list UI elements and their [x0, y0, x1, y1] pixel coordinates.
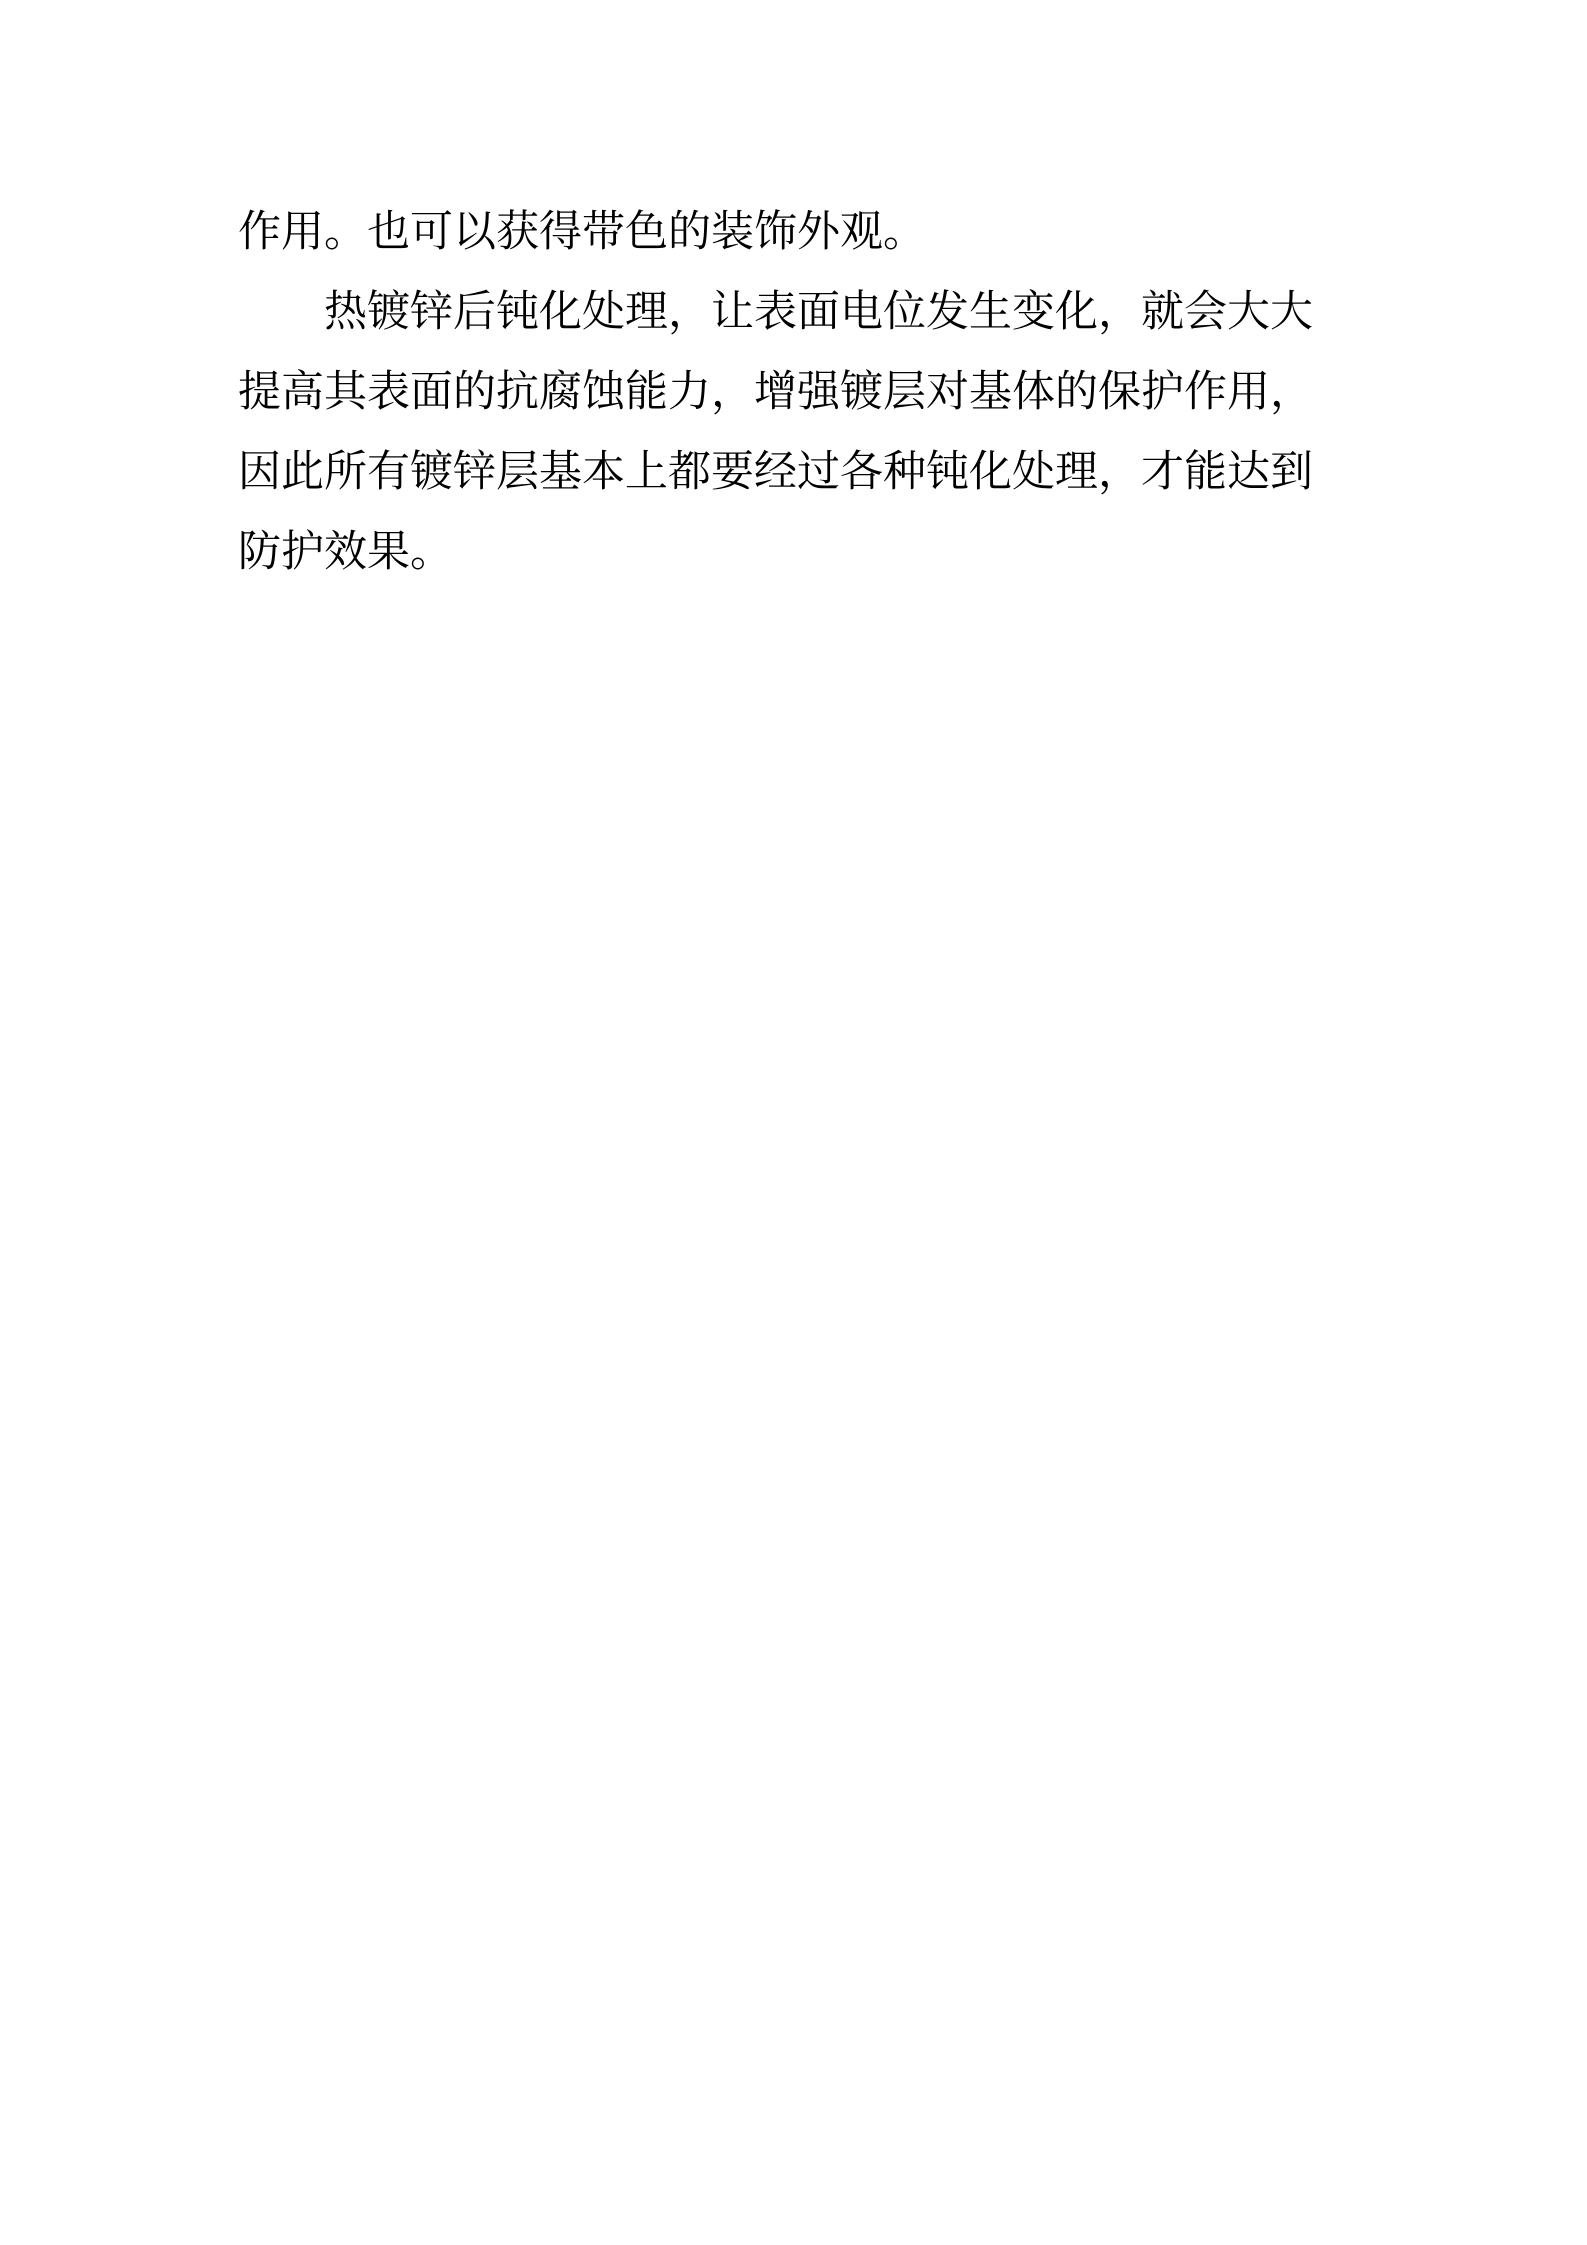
paragraph-line: 提高其表面的抗腐蚀能力，增强镀层对基体的保护作用，	[238, 369, 1313, 416]
paragraph-line: 热镀锌后钝化处理，让表面电位发生变化，就会大大	[324, 289, 1313, 336]
paragraph-line: 作用。也可以获得带色的装饰外观。	[238, 209, 926, 256]
paragraph-line: 因此所有镀锌层基本上都要经过各种钝化处理，才能达到	[238, 449, 1313, 496]
paragraph-line: 防护效果。	[238, 529, 453, 576]
text-block	[238, 193, 1313, 593]
